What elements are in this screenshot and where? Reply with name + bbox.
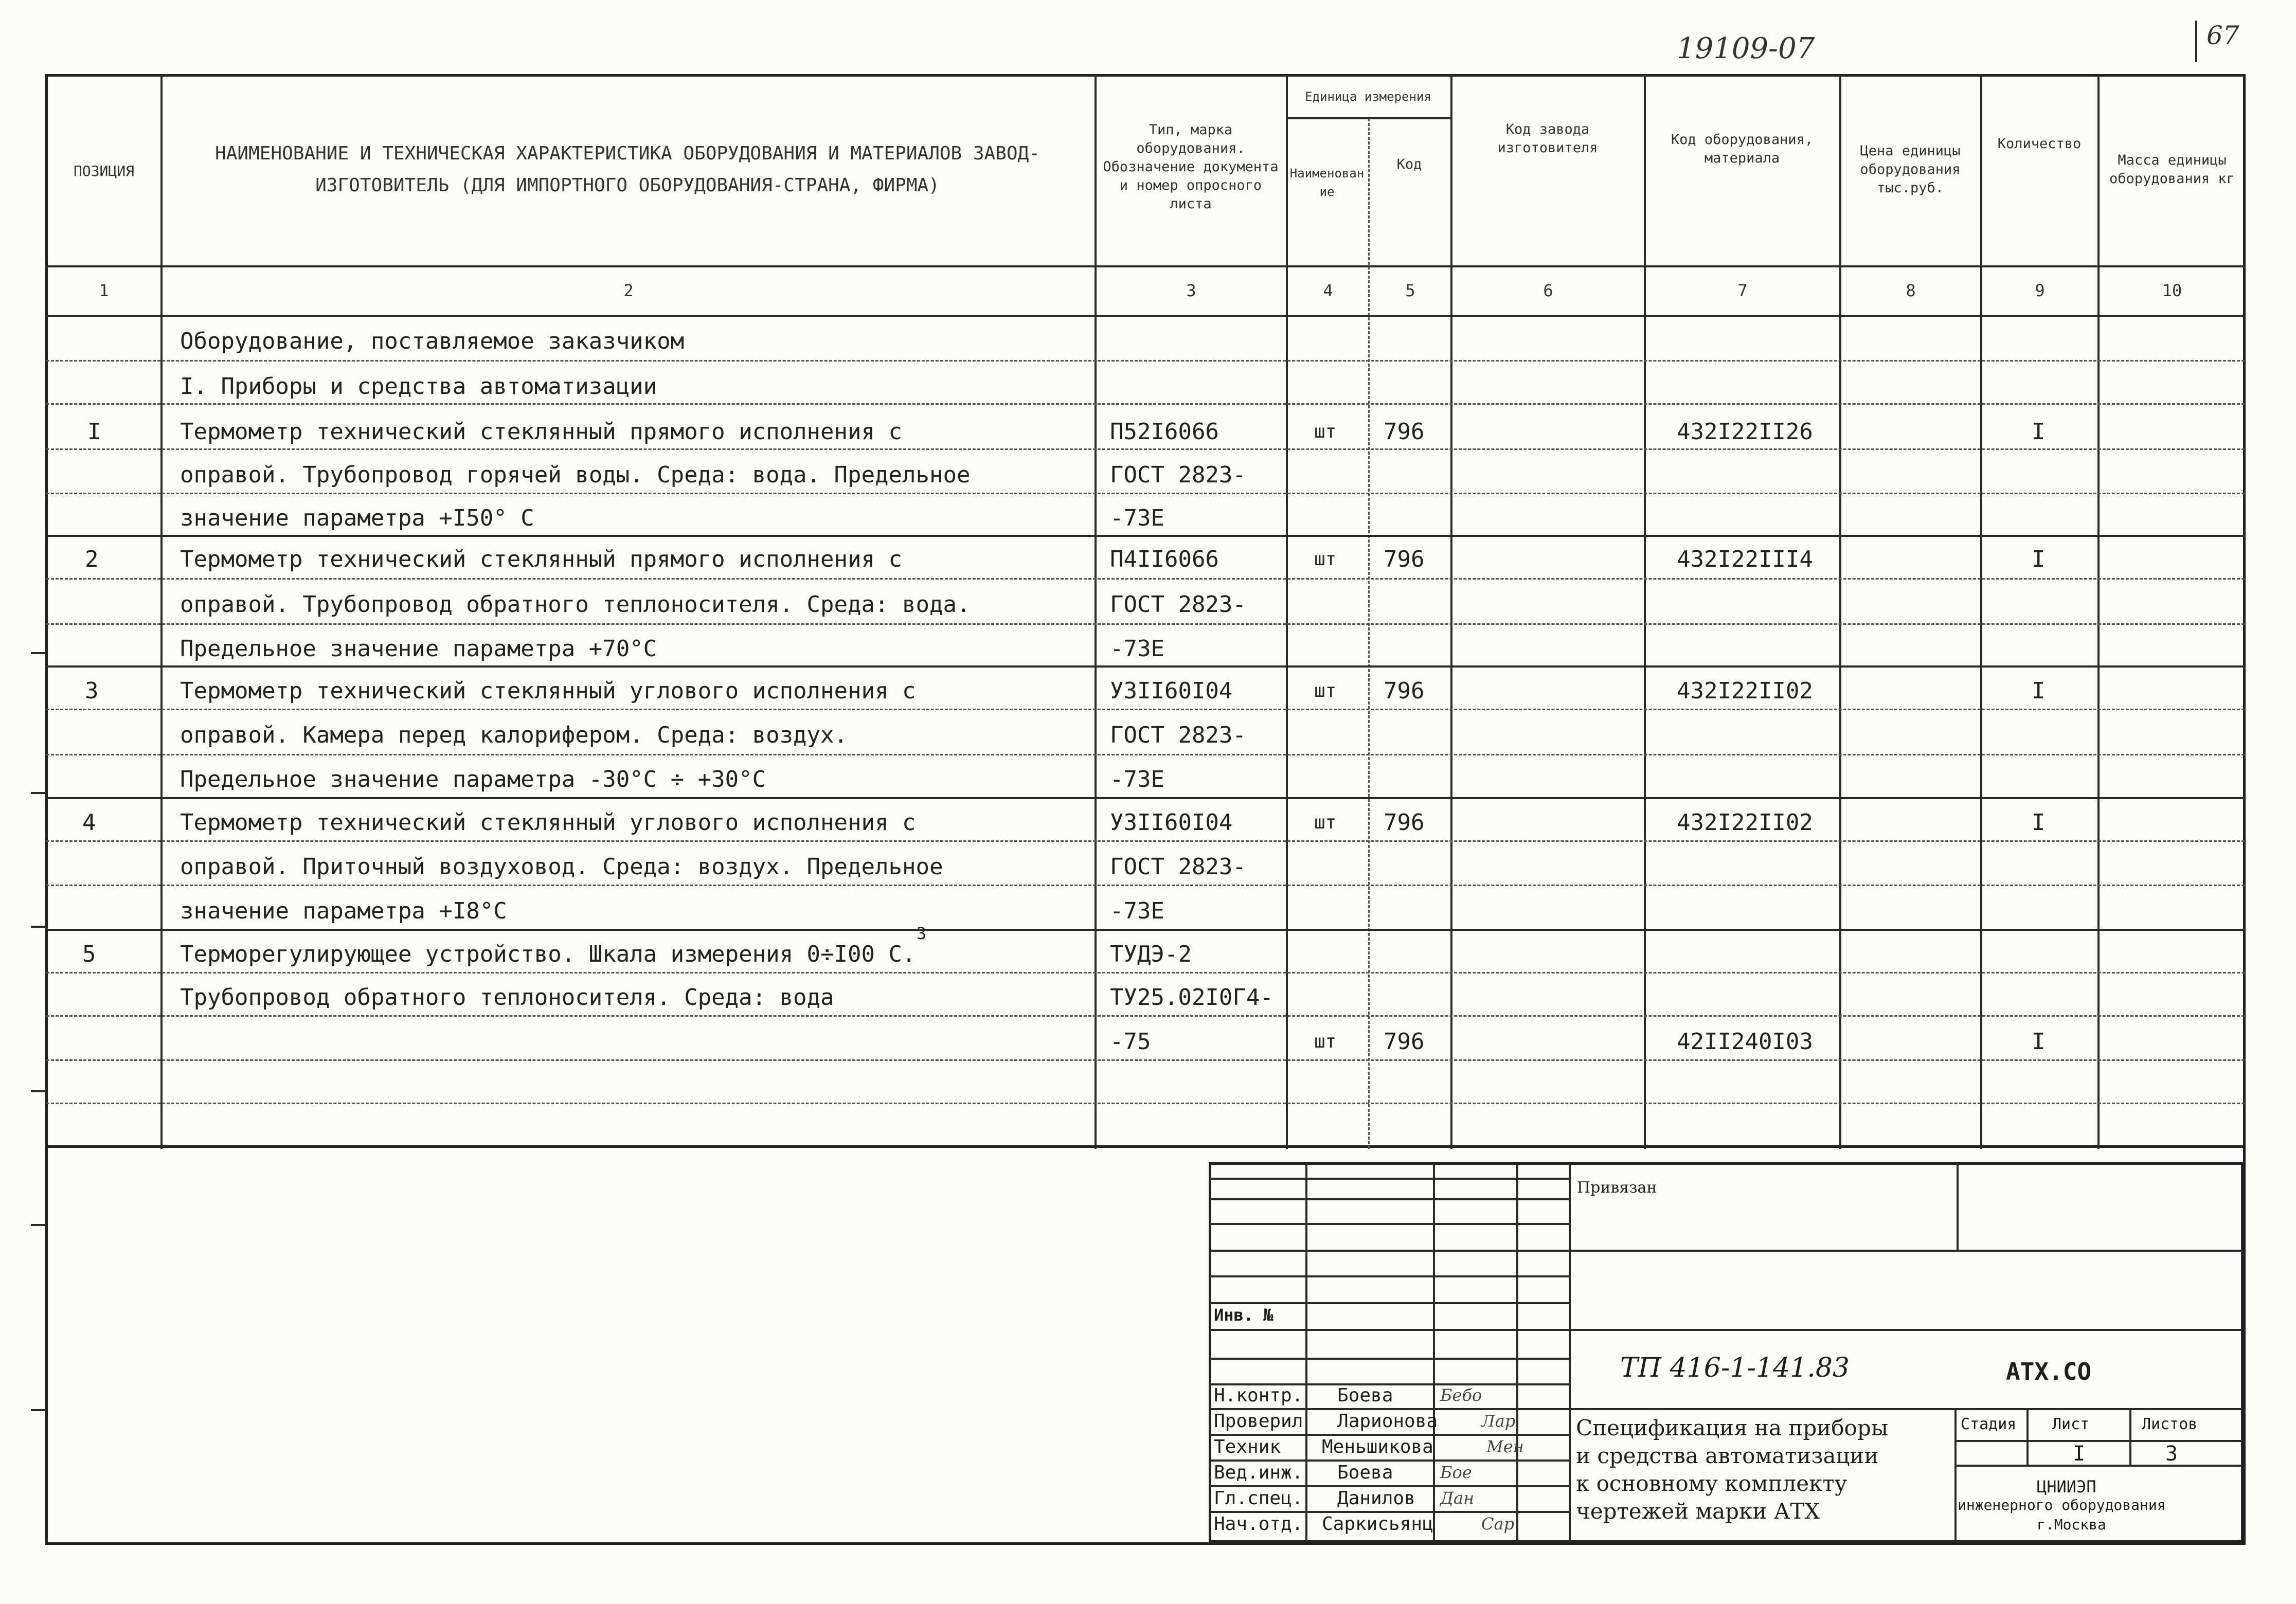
item-description-line: оправой. Камера перед калорифером. Среда: воздух. <box>180 722 848 748</box>
stamp-privyazan: Привязан <box>1577 1179 1657 1197</box>
item-equip-code: 432I22II02 <box>1677 809 1813 836</box>
stamp-sheets-label: Листов <box>2142 1415 2198 1433</box>
item-unit: шт <box>1314 680 1337 701</box>
item-type: ГОСТ 2823- <box>1110 591 1246 618</box>
item-description-line: Предельное значение параметра -30°C ÷ +30°C <box>180 766 766 792</box>
item-type: ГОСТ 2823- <box>1110 722 1246 748</box>
item-description-line: Термометр технический стеклянный прямого исполнения с <box>180 546 902 572</box>
header-price: Цена единицы оборудования тыс.руб. <box>1860 143 1961 196</box>
item-unit: шт <box>1314 1031 1337 1052</box>
colnum-4: 4 <box>1323 281 1333 300</box>
header-unit-code: Код <box>1396 156 1422 172</box>
stamp-role: Вед.инж. <box>1214 1462 1303 1483</box>
item-unit: шт <box>1314 812 1337 833</box>
item-unit-code: 796 <box>1384 809 1425 836</box>
stamp-person: Боева <box>1337 1462 1393 1483</box>
stamp-role: Нач.отд. <box>1214 1513 1303 1535</box>
stamp-org: ЦНИИЭП <box>2037 1477 2096 1497</box>
stamp-doc-mark: АТХ.СО <box>2006 1358 2092 1385</box>
colnum-6: 6 <box>1543 281 1553 300</box>
item-description-line: значение параметра +I8°C <box>180 898 507 924</box>
stamp-title-line: к основному комплекту <box>1576 1471 1847 1496</box>
signature: Лар <box>1481 1411 1516 1431</box>
stamp-title-line: и средства автоматизации <box>1576 1443 1879 1468</box>
colnum-9: 9 <box>2035 281 2045 300</box>
colnum-2: 2 <box>623 281 634 300</box>
item-description-line: оправой. Трубопровод горячей воды. Среда: вода. Предельное <box>180 462 971 488</box>
item-type: У3II60I04 <box>1110 809 1233 836</box>
item-position: 4 <box>82 809 96 836</box>
item-equip-code: 432I22II26 <box>1677 419 1813 445</box>
page-corner-number: 67 <box>2207 21 2239 50</box>
signature: Сар <box>1481 1514 1515 1534</box>
item-description-line: Предельное значение параметра +70°C <box>180 636 657 662</box>
signature: Бeбо <box>1440 1385 1482 1405</box>
stamp-sheets: 3 <box>2165 1442 2178 1466</box>
signature: Дан <box>1440 1488 1475 1508</box>
stamp-inv: Инв. № <box>1214 1305 1273 1325</box>
item-qty: I <box>2032 546 2046 572</box>
colnum-8: 8 <box>1906 281 1916 300</box>
item-type: У3II60I04 <box>1110 678 1233 704</box>
item-description-line: Термометр технический стеклянный прямого исполнения с <box>180 419 902 445</box>
stamp-person: Боева <box>1337 1385 1393 1406</box>
colnum-1: 1 <box>99 281 109 300</box>
item-position: 2 <box>85 546 99 572</box>
stamp-org: г.Москва <box>2037 1516 2106 1533</box>
item-type: -73Е <box>1110 505 1164 531</box>
item-description-line: Термометр технический стеклянный углового исполнения с <box>180 678 916 704</box>
item-type: ГОСТ 2823- <box>1110 854 1246 880</box>
item-type: П52I6066 <box>1110 419 1219 445</box>
stamp-org: инженерного оборудования <box>1958 1497 2166 1513</box>
item-unit-code: 796 <box>1384 1029 1425 1055</box>
item-type: -73Е <box>1110 636 1164 662</box>
item-unit: шт <box>1314 421 1337 442</box>
header-qty: Количество <box>1997 136 2082 152</box>
colnum-7: 7 <box>1737 281 1748 300</box>
item-description-line: значение параметра +I50° C <box>180 505 534 531</box>
item-description-line: Трубопровод обратного теплоносителя. Среда: вода <box>180 984 834 1011</box>
signature: Мен <box>1486 1437 1524 1456</box>
stamp-sheet: I <box>2073 1442 2086 1466</box>
header-position: ПОЗИЦИЯ <box>73 163 134 179</box>
stamp-person: Данилов <box>1337 1488 1415 1509</box>
stamp-person: Ларионова <box>1337 1411 1438 1432</box>
stamp-role: Н.контр. <box>1214 1385 1303 1406</box>
item-type: П4II6066 <box>1110 546 1219 572</box>
section-supplied-by-customer: Оборудование, поставляемое заказчиком <box>180 328 685 354</box>
item-unit-code: 796 <box>1384 678 1425 704</box>
item-qty: I <box>2032 809 2046 836</box>
section-instruments: I. Приборы и средства автоматизации <box>180 373 657 400</box>
item-unit: шт <box>1314 549 1337 570</box>
stamp-stage-label: Стадия <box>1961 1415 2017 1433</box>
archive-number: 19109-07 <box>1677 32 1815 65</box>
stamp-role: Техник <box>1214 1436 1281 1457</box>
item-equip-code: 432I22III4 <box>1677 546 1813 572</box>
item-unit-code: 796 <box>1384 419 1425 445</box>
header-unit-name: Наименование <box>1289 166 1365 199</box>
stamp-role: Гл.спец. <box>1214 1488 1303 1509</box>
item-type: -73Е <box>1110 898 1164 924</box>
item-qty: I <box>2032 1029 2046 1055</box>
stamp-person: Меньшикова <box>1322 1436 1433 1457</box>
item-description-line: Термометр технический стеклянный углового исполнения с <box>180 809 916 836</box>
item-position: I <box>87 419 101 445</box>
colnum-10: 10 <box>2162 281 2182 300</box>
stamp-role: Проверил <box>1214 1411 1303 1432</box>
stamp-person: Саркисьянц <box>1322 1513 1433 1535</box>
item-type: ГОСТ 2823- <box>1110 462 1246 488</box>
header-name: НАИМЕНОВАНИЕ И ТЕХНИЧЕСКАЯ ХАРАКТЕРИСТИКА ОБОРУДОВАНИЯ И МАТЕРИАЛОВ ЗАВОД-ИЗГОТОВИТЕЛЬ (ДЛЯ ИМПОРТНОГО ОБОРУДОВАНИЯ-СТРАНА, ФИРМА) <box>215 143 1040 196</box>
stamp-title-line: Спецификация на приборы <box>1576 1415 1889 1440</box>
stamp-title-line: чертежей марки АТХ <box>1576 1499 1820 1524</box>
item-position: 5 <box>82 941 96 967</box>
item-type: ТУ25.02I0Г4- <box>1110 984 1273 1011</box>
colnum-3: 3 <box>1186 281 1196 300</box>
item-description-line: Терморегулирующее устройство. Шкала измерения 0÷I00 С. <box>180 941 916 967</box>
signature: Бое <box>1440 1463 1472 1482</box>
item-qty: I <box>2032 678 2046 704</box>
item-equip-code: 432I22II02 <box>1677 678 1813 704</box>
item-description-line: оправой. Трубопровод обратного теплоносителя. Среда: вода. <box>180 591 971 618</box>
corner-mark <box>2195 21 2197 62</box>
stamp-doc-code: ТП 416-1-141.83 <box>1620 1353 1850 1383</box>
item-position: 3 <box>85 678 99 704</box>
degree-superscript: 3 <box>917 924 927 943</box>
stamp-sheet-label: Лист <box>2052 1415 2090 1433</box>
header-type: Тип, марка оборудования. Обозначение документа и номер опросного листа <box>1103 122 1279 212</box>
item-type: ТУДЭ-2 <box>1110 941 1192 967</box>
colnum-5: 5 <box>1405 281 1415 300</box>
header-mass: Масса единицы оборудования кг <box>2109 152 2235 187</box>
item-unit-code: 796 <box>1384 546 1425 572</box>
item-type: -75 <box>1110 1029 1151 1055</box>
item-equip-code: 42II240I03 <box>1677 1029 1813 1055</box>
item-qty: I <box>2032 419 2046 445</box>
header-equip-code: Код оборудования, материала <box>1671 132 1814 166</box>
header-unit: Единица измерения <box>1305 89 1431 104</box>
header-plant-code: Код завода изготовителя <box>1497 121 1598 156</box>
item-type: -73Е <box>1110 766 1164 792</box>
item-description-line: оправой. Приточный воздуховод. Среда: воздух. Предельное <box>180 854 943 880</box>
